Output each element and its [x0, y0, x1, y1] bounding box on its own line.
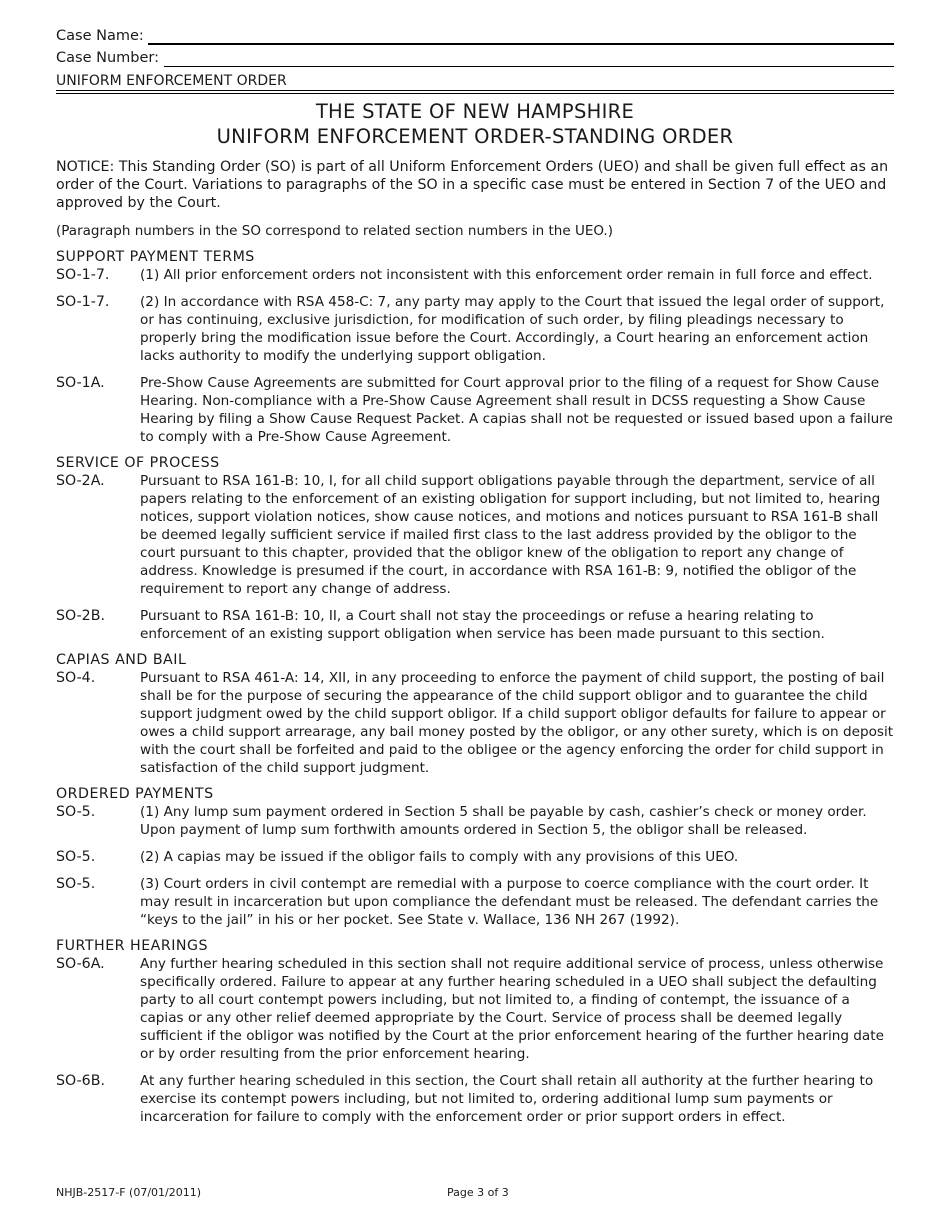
- paragraph-text: Any further hearing scheduled in this section shall not require additional service of process, unless otherwise specifically ordered. Failure to appear at any further hearing scheduled in a UEO shall subject the defaulting party to all court contempt powers including, but not limited to, a finding of contempt, the issuance of a capias or any other relief deemed appropriate by the Court. Service of process shall be deemed legally sufficient if the obligor was notified by the Court at the prior enforcement hearing of the further hearing date or by order resulting from the prior enforcement hearing.: [140, 956, 884, 1062]
- section-heading: SERVICE OF PROCESS: [56, 455, 220, 471]
- paragraph-text: (2) A capias may be issued if the obligor fails to comply with any provisions of this UEO.: [140, 849, 739, 865]
- case-name-label: Case Name:: [56, 27, 148, 45]
- document-title-state: THE STATE OF NEW HAMPSHIRE: [315, 100, 635, 123]
- section-service-of-process: [56, 454, 894, 643]
- paragraph-number: SO-1-7.: [56, 267, 110, 283]
- section-heading: FURTHER HEARINGS: [56, 938, 209, 954]
- paragraph: [56, 266, 894, 284]
- section-capias-and-bail: [56, 651, 894, 777]
- section-heading: CAPIAS AND BAIL: [56, 652, 187, 668]
- paragraph-text: Pursuant to RSA 461-A: 14, XII, in any proceeding to enforce the payment of child support, the posting of bail shall be for the purpose of securing the appearance of the child support obligor and to guarantee the child support judgment owed by the child support obligor. If a child support obligor defaults for failure to appear or owes a child support arrearage, any bail money posted by the obligor, or any other surety, which is on deposit with the court shall be forfeited and paid to the obligee or the agency enforcing the order for child support in satisfaction of the child support judgment.: [140, 670, 894, 776]
- paragraph-number: SO-2A.: [56, 473, 105, 489]
- case-number-label: Case Number:: [56, 49, 163, 67]
- form-title: UNIFORM ENFORCEMENT ORDER: [56, 72, 291, 90]
- paragraph-text: (1) All prior enforcement orders not inconsistent with this enforcement order remain in full force and effect.: [140, 267, 873, 283]
- section-support-payment-terms: [56, 248, 894, 446]
- paragraph-number: SO-6A.: [56, 956, 105, 972]
- paragraph-text: Pursuant to RSA 161-B: 10, I, for all child support obligations payable through the department, service of all papers relating to the enforcement of an existing obligation for support including, but not limited to, hearing notices, support violation notices, show cause notices, and motions and notices pursuant to RSA 161-B shall be deemed legally sufficient service if mailed first class to the last address provided by the obligor to the court pursuant to this chapter, provided that the obligor knew of the obligation to report any change of address. Knowledge is presumed if the court, in accordance with RSA 161-B: 9, notified the obligor of the requirement to report any change of address.: [140, 473, 881, 597]
- paragraph-text: Pre-Show Cause Agreements are submitted for Court approval prior to the filing of a request for Show Cause Hearing. Non-compliance with a Pre-Show Cause Agreement shall result in DCSS requesting a Show Cause Hearing by filing a Show Cause Request Packet. A capias shall not be requested or issued based upon a failure to comply with a Pre-Show Cause Agreement.: [140, 375, 893, 445]
- section-heading: ORDERED PAYMENTS: [56, 786, 214, 802]
- paragraph: [56, 472, 894, 598]
- paragraph: [56, 1072, 894, 1126]
- document-title-order: UNIFORM ENFORCEMENT ORDER-STANDING ORDER: [216, 125, 734, 148]
- case-name-field[interactable]: [148, 43, 894, 45]
- section-ordered-payments: [56, 785, 894, 929]
- page-number: Page 3 of 3: [447, 1186, 509, 1199]
- section-further-hearings: [56, 937, 894, 1126]
- paragraph-text: Pursuant to RSA 161-B: 10, II, a Court shall not stay the proceedings or refuse a hearing relating to enforcement of an existing support obligation when service has been made pursuant to this section.: [140, 608, 825, 642]
- paragraph: [56, 875, 894, 929]
- paragraph: [56, 848, 894, 866]
- form-number: NHJB-2517-F (07/01/2011): [56, 1186, 202, 1199]
- section-heading: SUPPORT PAYMENT TERMS: [56, 249, 255, 265]
- paragraph-text: (2) In accordance with RSA 458-C: 7, any party may apply to the Court that issued the legal order of support, or has continuing, exclusive jurisdiction, for modification of such order, by filing pleadings necessary to properly bring the modification issue before the Court. Accordingly, a Court hearing an enforcement action lacks authority to modify the underlying support obligation.: [140, 294, 885, 364]
- case-number-row: [56, 49, 894, 67]
- document-body: [56, 158, 894, 1126]
- paragraph-number: SO-2B.: [56, 608, 105, 624]
- paragraph: [56, 293, 894, 365]
- paragraph-text: (3) Court orders in civil contempt are remedial with a purpose to coerce compliance with the court order. It may result in incarceration but upon compliance the defendant must be released. The defendant carries the “keys to the jail” in his or her pocket. See State v. Wallace, 136 NH 267 (1992).: [140, 876, 879, 928]
- paragraph-number: SO-1-7.: [56, 294, 110, 310]
- case-name-row: [56, 27, 894, 45]
- paragraph-number: SO-5.: [56, 849, 96, 865]
- paragraph: [56, 607, 894, 643]
- form-title-underline: [56, 90, 894, 91]
- case-number-field[interactable]: [164, 66, 894, 67]
- paragraph-number: SO-6B.: [56, 1073, 105, 1089]
- paragraph-number-note: (Paragraph numbers in the SO correspond to related section numbers in the UEO.): [56, 223, 613, 239]
- paragraph: [56, 669, 894, 777]
- paragraph-text: At any further hearing scheduled in this section, the Court shall retain all authority at the further hearing to exercise its contempt powers including, but not limited to, ordering additional lump sum payments or incarceration for failure to comply with the enforcement order or prior support orders in effect.: [140, 1073, 874, 1125]
- paragraph-number: SO-5.: [56, 876, 96, 892]
- paragraph-text: (1) Any lump sum payment ordered in Section 5 shall be payable by cash, cashier’s check or money order. Upon payment of lump sum forthwith amounts ordered in Section 5, the obligor shall be released.: [140, 804, 867, 838]
- paragraph-number: SO-5.: [56, 804, 96, 820]
- header-divider: [56, 93, 894, 94]
- notice-paragraph: NOTICE: This Standing Order (SO) is part of all Uniform Enforcement Orders (UEO) and shall be given full effect as an order of the Court. Variations to paragraphs of the SO in a specific case must be entered in Section 7 of the UEO and approved by the Court.: [56, 159, 889, 211]
- paragraph: [56, 955, 894, 1063]
- paragraph: [56, 374, 894, 446]
- paragraph-number: SO-1A.: [56, 375, 105, 391]
- form-title-row: [56, 72, 894, 90]
- paragraph-number: SO-4.: [56, 670, 96, 686]
- paragraph: [56, 803, 894, 839]
